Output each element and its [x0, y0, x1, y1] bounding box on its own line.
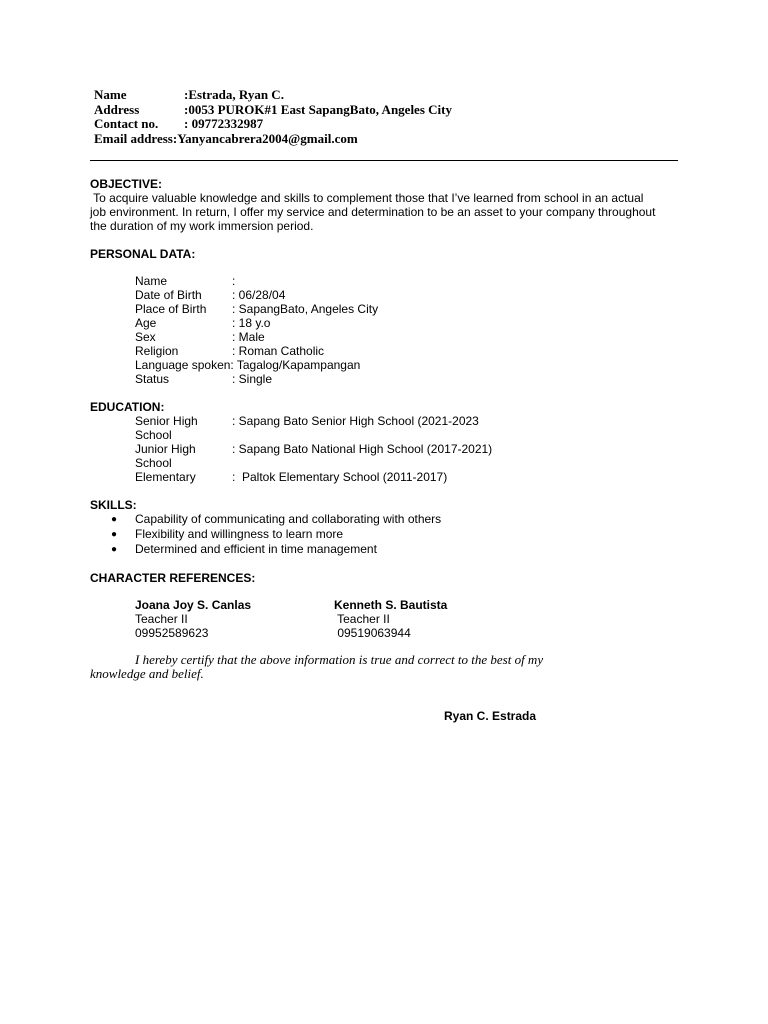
name-row	[94, 88, 452, 103]
personal-label: Date of Birth	[135, 288, 202, 302]
personal-row	[135, 288, 378, 302]
personal-row	[135, 344, 378, 358]
reference-card	[135, 598, 251, 640]
education-level-line: School	[135, 456, 172, 470]
education-heading: EDUCATION:	[90, 400, 165, 414]
contact-header	[94, 88, 452, 146]
email-value: Yanyancabrera2004@gmail.com	[177, 130, 358, 146]
bullet-icon: ●	[111, 529, 118, 540]
address-value: :0053 PUROK#1 East SapangBato, Angeles City	[184, 101, 452, 117]
objective-text	[90, 191, 680, 233]
personal-value: : SapangBato, Angeles City	[232, 302, 379, 316]
personal-label: Sex	[135, 330, 156, 344]
education-school: : Sapang Bato National High School (2017-2021)	[232, 442, 493, 456]
signature-name: Ryan C. Estrada	[444, 709, 537, 723]
education-list	[135, 414, 492, 484]
objective-line: job environment. In return, I offer my service and determination to be an asset to your company throughout	[90, 205, 656, 219]
personal-label: Age	[135, 316, 157, 330]
reference-phone: 09519063944	[334, 626, 411, 640]
personal-label: Religion	[135, 344, 179, 358]
personal-row	[135, 274, 378, 288]
bullet-icon: ●	[111, 514, 118, 525]
objective-line: To acquire valuable knowledge and skills to complement those that I’ve learned from school in an actual	[90, 191, 644, 205]
personal-data-heading: PERSONAL DATA:	[90, 247, 196, 261]
contact-label: Contact no.	[94, 116, 159, 131]
objective-heading: OBJECTIVE:	[90, 177, 163, 191]
reference-name: Kenneth S. Bautista	[334, 598, 448, 612]
reference-card	[334, 598, 447, 640]
education-level	[135, 442, 232, 470]
personal-value: : Single	[232, 372, 273, 386]
skill-text: Capability of communicating and collaborating with others	[135, 512, 442, 526]
personal-label: Status	[135, 372, 170, 386]
skill-text: Determined and efficient in time management	[135, 542, 377, 556]
list-item	[111, 527, 441, 542]
personal-data-list	[135, 274, 378, 386]
email-label: Email address:	[94, 130, 178, 146]
skills-list	[111, 512, 441, 557]
reference-position: Teacher II	[135, 612, 188, 626]
personal-label: Language spoken	[135, 358, 231, 372]
address-label: Address	[94, 101, 140, 117]
education-school: : Paltok Elementary School (2011-2017)	[232, 470, 448, 484]
references-heading: CHARACTER REFERENCES:	[90, 571, 256, 585]
skills-heading: SKILLS:	[90, 498, 137, 512]
objective-line: the duration of my work immersion period.	[90, 219, 314, 233]
education-level-line: Senior High	[135, 414, 198, 428]
certification-line: I hereby certify that the above information is true and correct to the best of my	[135, 652, 544, 667]
email-row	[94, 132, 452, 147]
reference-position: Teacher II	[334, 612, 390, 626]
education-level-line: Elementary	[135, 470, 196, 484]
education-level	[135, 414, 232, 442]
contact-value: : 09772332987	[184, 116, 264, 131]
education-level-line: School	[135, 428, 172, 442]
list-item	[111, 542, 441, 557]
personal-value: : Tagalog/Kapampangan	[230, 358, 361, 372]
education-row	[135, 442, 492, 470]
name-value: :Estrada, Ryan C.	[184, 87, 284, 102]
education-level-line: Junior High	[135, 442, 196, 456]
header-divider	[90, 160, 678, 161]
contact-row	[94, 117, 452, 132]
education-row	[135, 470, 492, 484]
personal-value: : 18 y.o	[232, 316, 271, 330]
name-label: Name	[94, 87, 127, 102]
personal-value: :	[232, 274, 236, 288]
personal-row	[135, 316, 378, 330]
personal-row	[135, 302, 378, 316]
personal-label: Name	[135, 274, 168, 288]
certification-line: knowledge and belief.	[90, 666, 204, 681]
education-level	[135, 470, 232, 484]
education-school: : Sapang Bato Senior High School (2021-2023	[232, 414, 479, 428]
reference-name: Joana Joy S. Canlas	[135, 598, 252, 612]
reference-phone: 09952589623	[135, 626, 209, 640]
address-row	[94, 103, 452, 118]
skill-text: Flexibility and willingness to learn more	[135, 527, 344, 541]
personal-value: : Male	[232, 330, 265, 344]
list-item	[111, 512, 441, 527]
certification-statement	[90, 653, 690, 681]
personal-row	[135, 330, 378, 344]
personal-row	[135, 372, 378, 386]
education-row	[135, 414, 492, 442]
personal-label: Place of Birth	[135, 302, 207, 316]
bullet-icon: ●	[111, 544, 118, 555]
personal-row	[135, 358, 378, 372]
personal-value: : Roman Catholic	[232, 344, 325, 358]
personal-value: : 06/28/04	[232, 288, 286, 302]
